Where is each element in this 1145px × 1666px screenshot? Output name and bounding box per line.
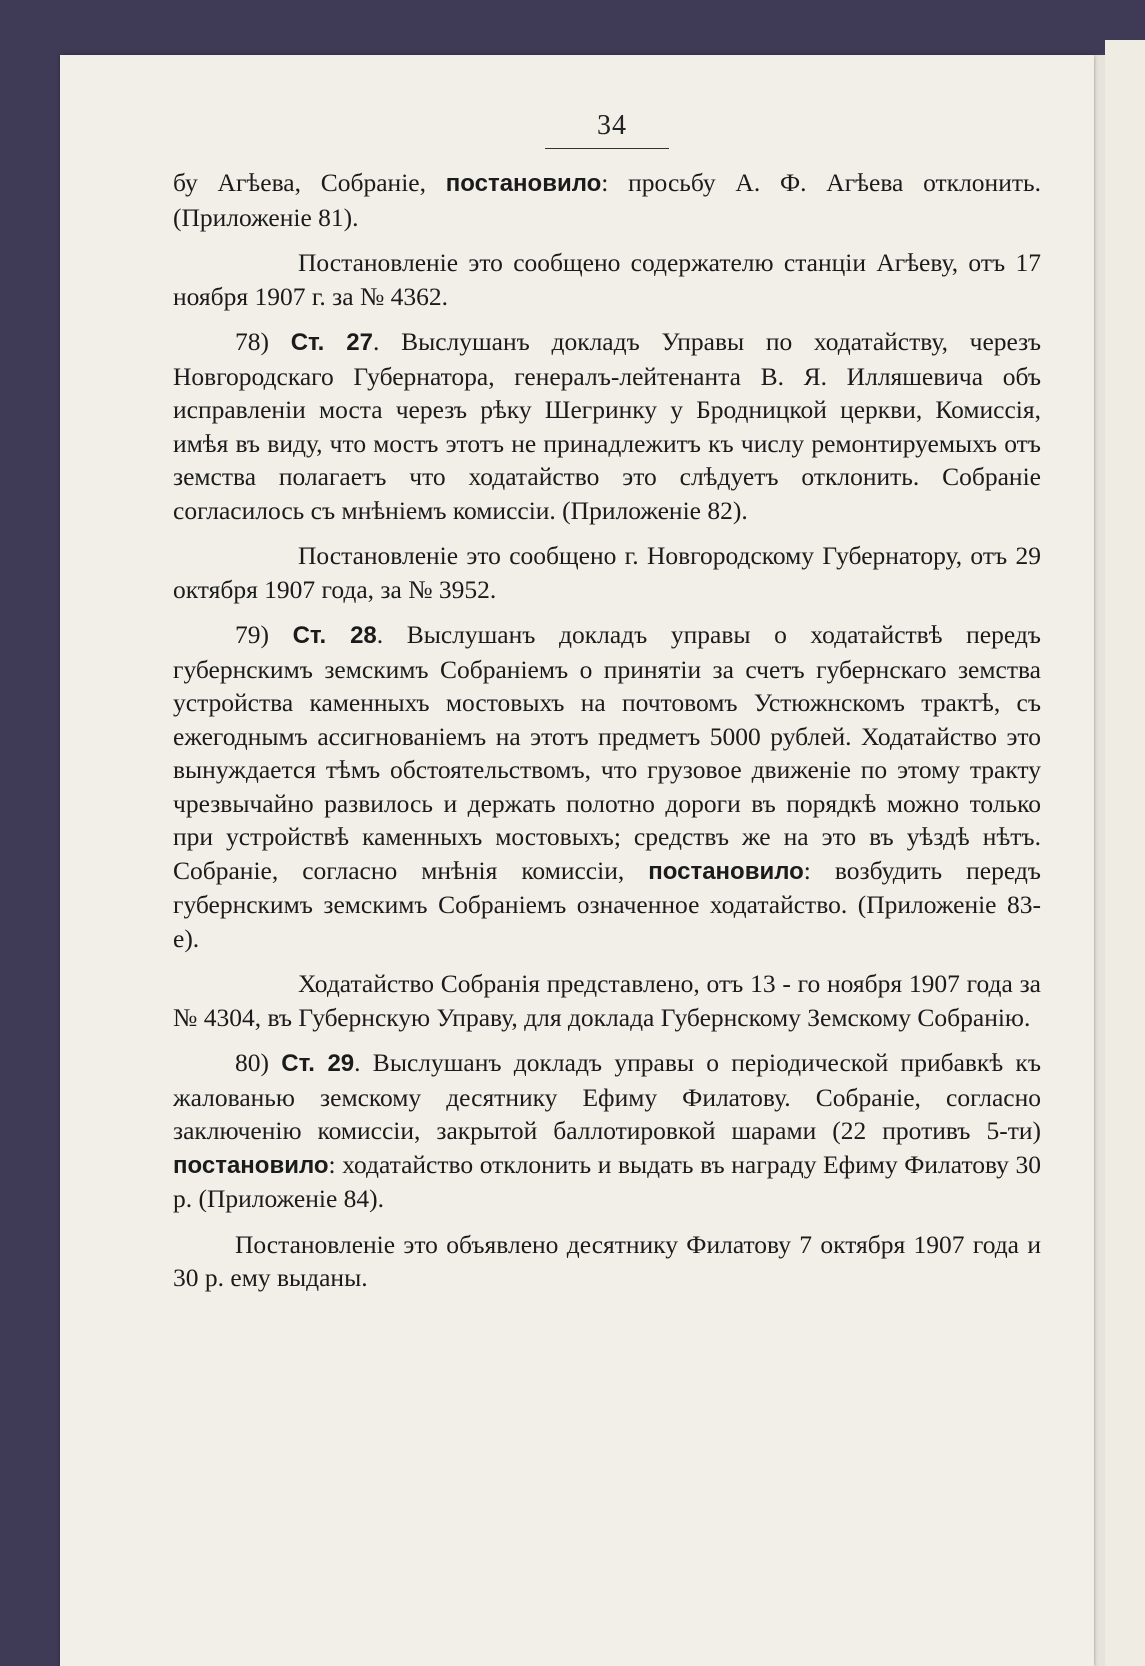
page-body <box>173 166 1041 1307</box>
paragraph-p1 <box>173 166 1041 234</box>
text-run: 79) <box>235 620 293 649</box>
text-run: : просьбу А. Ф. Агѣева отклонить. (Приложеніе 81). <box>173 168 1041 232</box>
text-run: : ходатайство отклонить и выдать въ награду Ефиму Филатову 30 р. (Приложеніе 84). <box>173 1149 1041 1213</box>
paragraph-p3 <box>173 325 1041 527</box>
paragraph-p6 <box>173 967 1041 1034</box>
text-run: . Выслушанъ докладъ Управы по ходатайству, черезъ Новгородскаго Губернатора, генералъ-лейтенанта В. Я. Илляшевича объ исправленіи моста черезъ рѣку Шегринку у Бродницкой церкви, Комиссія, имѣя въ виду, что мостъ этотъ не принадлежитъ къ числу ремонтируемыхъ отъ земства полагаетъ что ходатайство это слѣдуетъ отклонить. Собраніе согласилось съ мнѣніемъ комиссіи. (Приложеніе 82). <box>173 327 1042 525</box>
text-run: Постановленіе это объявлено десятнику Филатову 7 октября 1907 года и 30 р. ему выданы. <box>173 1229 1041 1292</box>
page-number: 34 <box>597 110 627 141</box>
bold-phrase: Ст. 29 <box>281 1050 355 1077</box>
paragraph-p2 <box>173 246 1041 313</box>
page-edge <box>1094 55 1105 1666</box>
bold-phrase: постановило <box>445 170 602 197</box>
text-run: Ходатайство Собранія представлено, отъ 13 - го ноября 1907 года за № 4304, въ Губернскую Управу, для доклада Губернскому Земскому Собранію. <box>173 969 1041 1032</box>
header-rule <box>545 148 669 149</box>
paragraph-p7 <box>173 1046 1041 1216</box>
bold-phrase: постановило <box>648 857 804 885</box>
bold-phrase: Ст. 27 <box>290 329 374 356</box>
text-run: 80) <box>235 1048 282 1077</box>
text-run: . Выслушанъ докладъ управы о періодической прибавкѣ къ жалованью земскому десятнику Ефиму Филатову. Собраніе, согласно заключенію комиссіи, закрытой баллотировкой шарами (22 противъ 5-ти) <box>173 1048 1042 1145</box>
bold-phrase: Ст. 28 <box>292 622 377 649</box>
text-run: Постановленіе это сообщено г. Новгородскому Губернатору, отъ 29 октября 1907 года, за № 3952. <box>173 541 1041 604</box>
text-run: Постановленіе это сообщено содержателю станціи Агѣеву, отъ 17 ноября 1907 г. за № 4362. <box>173 248 1041 311</box>
text-run: : возбудить передъ губернскимъ земскимъ Собраніемъ означенное ходатайство. (Приложеніе 83-е). <box>173 855 1041 953</box>
bold-phrase: постановило <box>173 1151 329 1179</box>
text-run: 78) <box>235 327 291 356</box>
next-page-edge <box>1105 40 1145 1666</box>
paragraph-p8 <box>173 1228 1041 1295</box>
text-run: . Выслушанъ докладъ управы о ходатайствѣ передъ губернскимъ земскимъ Собраніемъ о принятіи за счетъ губернскаго земства устройства каменныхъ мостовыхъ на почтовомъ Устюжнскомъ трактѣ, съ ежегоднымъ ассигнованіемъ на этотъ предметъ 5000 рублей. Ходатайство это вынуждается тѣмъ обстоятельствомъ, что грузовое движеніе по этому тракту чрезвычайно развилось и держать полотно дороги въ порядкѣ можно только при устройствѣ каменныхъ мостовыхъ; средствъ же на это въ уѣздѣ нѣтъ. Собраніе, согласно мнѣнія комиссіи, <box>173 620 1041 885</box>
paragraph-p4 <box>173 539 1041 606</box>
paragraph-p5 <box>173 618 1041 955</box>
text-run: бу Агѣева, Собраніе, <box>173 168 446 197</box>
